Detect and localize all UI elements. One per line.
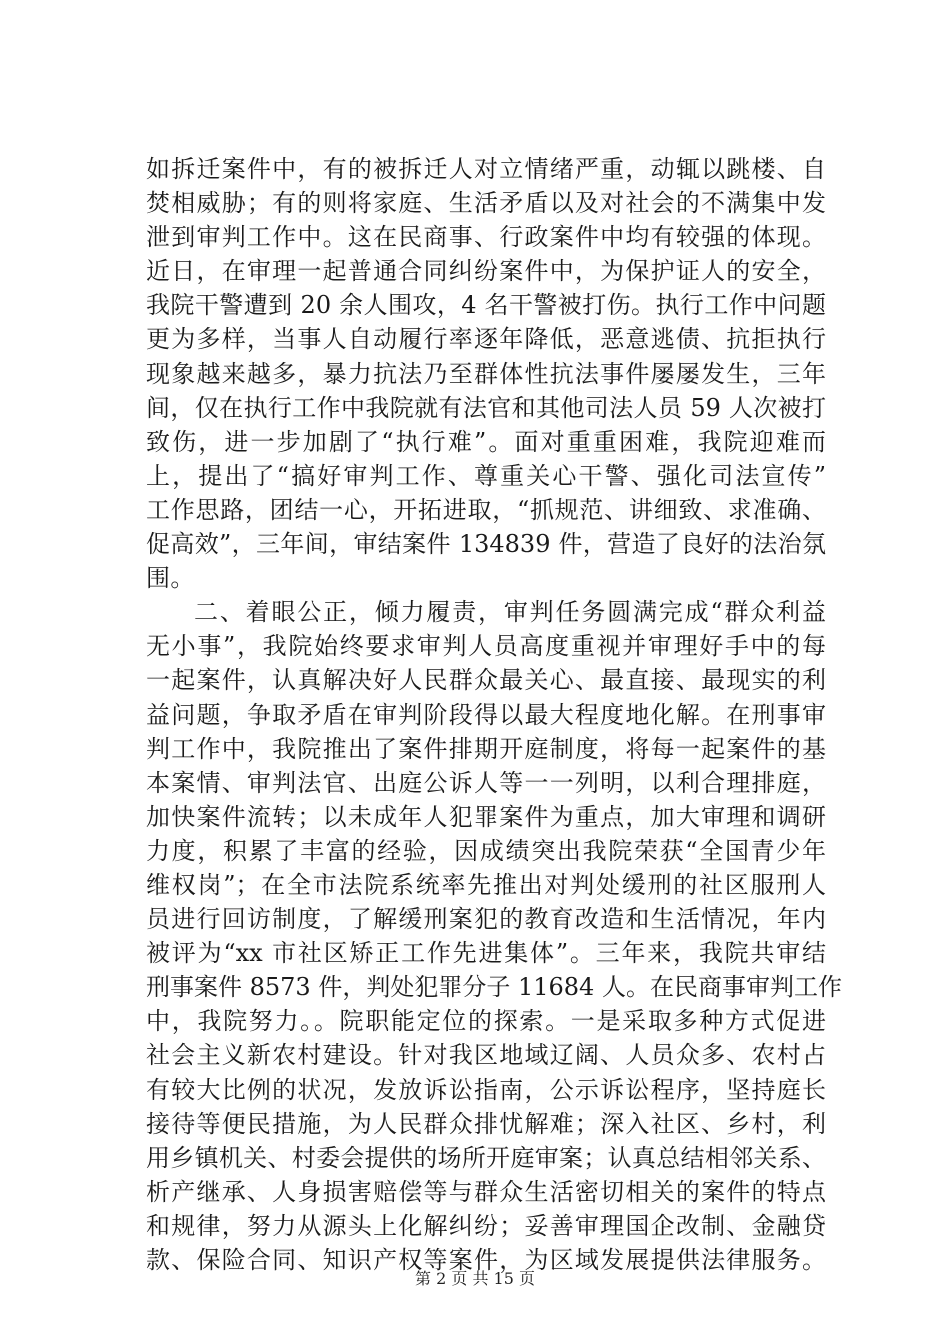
text-line: 围。 bbox=[146, 564, 195, 593]
text-line: 现象越来越多，暴力抗法乃至群体性抗法事件屡屡发生，三年 bbox=[146, 359, 826, 388]
body-text bbox=[146, 152, 842, 1277]
text-line: 致伤，进一步加剧了“执行难”。面对重重困难，我院迎难而 bbox=[146, 427, 826, 456]
text-line: 一起案件，认真解决好人民群众最关心、最直接、最现实的利 bbox=[146, 666, 826, 695]
text-line: 款、保险合同、知识产权等案件，为区域发展提供法律服务。 bbox=[146, 1246, 826, 1274]
text-line: 力度，积累了丰富的经验，因成绩突出我院荣获“全国青少年 bbox=[146, 836, 826, 865]
text-line: 益问题，争取矛盾在审判阶段得以最大程度地化解。在刑事审 bbox=[146, 700, 826, 729]
text-line: 如拆迁案件中，有的被拆迁人对立情绪严重，动辄以跳楼、自 bbox=[146, 155, 826, 183]
text-line: 间，仅在执行工作中我院就有法官和其他司法人员 59 人次被打 bbox=[146, 393, 826, 422]
text-line: 焚相威胁；有的则将家庭、生活矛盾以及对社会的不满集中发 bbox=[146, 189, 826, 218]
text-line: 被评为“xx 市社区矫正工作先进集体”。三年来，我院共审结 bbox=[146, 939, 826, 968]
text-line: 判工作中，我院推出了案件排期开庭制度，将每一起案件的基 bbox=[146, 734, 826, 763]
text-line: 无小事”，我院始终要求审判人员高度重视并审理好手中的每 bbox=[146, 632, 826, 661]
text-line: 更为多样，当事人自动履行率逐年降低，恶意逃债、抗拒执行 bbox=[146, 325, 826, 354]
text-line: 刑事案件 8573 件，判处犯罪分子 11684 人。在民商事审判工作 bbox=[146, 973, 842, 1002]
text-line: 工作思路，团结一心，开拓进取，“抓规范、讲细致、求准确、 bbox=[146, 495, 826, 524]
text-line: 近日，在审理一起普通合同纠纷案件中，为保护证人的安全， bbox=[146, 257, 826, 286]
section-heading-line: 二、着眼公正，倾力履责，审判任务圆满完成“群众利益 bbox=[194, 598, 826, 627]
text-line: 维权岗”；在全市法院系统率先推出对判处缓刑的社区服刑人 bbox=[146, 870, 826, 899]
text-line: 本案情、审判法官、出庭公诉人等一一列明，以利合理排庭， bbox=[146, 768, 826, 797]
text-line: 中，我院努力。。院职能定位的探索。一是采取多种方式促进 bbox=[146, 1007, 826, 1036]
text-line: 有较大比例的状况，发放诉讼指南，公示诉讼程序，坚持庭长 bbox=[146, 1075, 826, 1104]
text-line: 加快案件流转；以未成年人犯罪案件为重点，加大审理和调研 bbox=[146, 802, 826, 831]
text-line: 析产继承、人身损害赔偿等与群众生活密切相关的案件的特点 bbox=[146, 1177, 826, 1206]
text-line: 接待等便民措施，为人民群众排忧解难；深入社区、乡村，利 bbox=[146, 1109, 826, 1138]
text-line: 和规律，努力从源头上化解纠纷；妥善审理国企改制、金融贷 bbox=[146, 1211, 826, 1240]
text-line: 我院干警遭到 20 余人围攻，4 名干警被打伤。执行工作中问题 bbox=[146, 291, 826, 320]
text-line: 上，提出了“搞好审判工作、尊重关心干警、强化司法宣传” bbox=[146, 461, 826, 490]
page-number-footer: 第 2 页 共 15 页 bbox=[415, 1269, 535, 1288]
text-line: 泄到审判工作中。这在民商事、行政案件中均有较强的体现。 bbox=[146, 223, 826, 252]
text-line: 社会主义新农村建设。针对我区地域辽阔、人员众多、农村占 bbox=[146, 1041, 826, 1070]
text-line: 促高效”，三年间，审结案件 134839 件，营造了良好的法治氛 bbox=[146, 530, 826, 559]
text-line: 用乡镇机关、村委会提供的场所开庭审案；认真总结相邻关系、 bbox=[146, 1143, 826, 1172]
text-line: 员进行回访制度，了解缓刑案犯的教育改造和生活情况，年内 bbox=[146, 905, 826, 934]
